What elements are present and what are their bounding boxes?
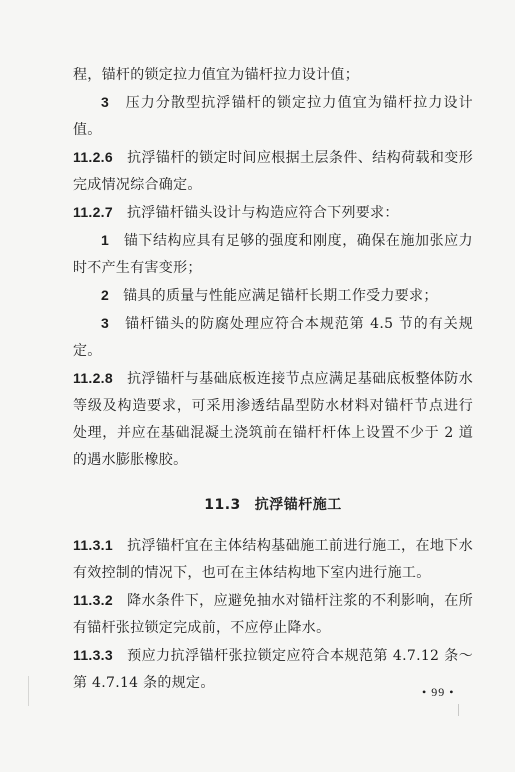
clause-number: 11.2.8: [73, 370, 113, 386]
clause-number: 11.3.3: [73, 647, 113, 663]
clause-number: 11.3.1: [73, 537, 113, 553]
clause-11-3-2: [73, 587, 473, 642]
clause-text: 抗浮锚杆宜在主体结构基础施工前进行施工，在地下水有效控制的情况下，也可在主体结构地下室内进行施工。: [73, 538, 473, 581]
clause-number: 11.2.6: [73, 149, 113, 165]
list-item: [73, 282, 473, 310]
clause-11-2-6: [73, 144, 473, 199]
paragraph-text: 程，锚杆的锁定拉力值宜为锚杆拉力设计值；: [73, 67, 359, 83]
clause-11-2-8: [73, 365, 473, 474]
list-item-text: 锚具的质量与性能应满足锚杆长期工作受力要求；: [123, 288, 438, 304]
list-item: [73, 310, 473, 365]
clause-number: 11.2.7: [73, 204, 113, 220]
scan-artifact: [458, 704, 459, 716]
clause-number: 11.3.2: [73, 592, 113, 608]
paragraph-continuation: [73, 62, 473, 89]
page-number-value: 99: [431, 685, 446, 699]
clause-text: 抗浮锚杆与基础底板连接节点应满足基础底板整体防水等级及构造要求，可采用渗透结晶型防水材料对锚杆节点进行处理，并应在基础混凝土浇筑前在锚杆杆体上设置不少于 2 道的遇水膨胀橡胶。: [73, 371, 473, 468]
section-number: 11.3: [204, 497, 241, 513]
clause-11-2-7: [73, 199, 473, 227]
clause-11-3-3: [73, 642, 473, 697]
clause-text: 抗浮锚杆锚头设计与构造应符合下列要求：: [126, 205, 399, 221]
clause-text: 降水条件下，应避免抽水对锚杆注浆的不利影响，在所有锚杆张拉锁定完成前，不应停止降水。: [73, 593, 473, 636]
list-item-number: 3: [101, 94, 109, 110]
list-item-number: 2: [101, 287, 109, 303]
list-item-number: 3: [101, 315, 109, 331]
page-body: [73, 62, 473, 697]
section-title: 抗浮锚杆施工: [254, 497, 342, 513]
clause-text: 抗浮锚杆的锁定时间应根据土层条件、结构荷载和变形完成情况综合确定。: [73, 150, 473, 193]
page-number-dot: •: [449, 685, 455, 699]
scan-artifact: [28, 676, 29, 706]
clause-text: 预应力抗浮锚杆张拉锁定应符合本规范第 4.7.12 条～第 4.7.14 条的规定。: [73, 648, 473, 691]
list-item-text: 锚杆锚头的防腐处理应符合本规范第 4.5 节的有关规定。: [73, 316, 473, 359]
list-item: [73, 89, 473, 144]
list-item-number: 1: [101, 232, 109, 248]
list-item: [73, 227, 473, 282]
page-number-dot: •: [422, 685, 428, 699]
section-heading: [73, 492, 473, 519]
clause-11-3-1: [73, 532, 473, 587]
list-item-text: 压力分散型抗浮锚杆的锁定拉力值宜为锚杆拉力设计值。: [73, 95, 473, 138]
list-item-text: 锚下结构应具有足够的强度和刚度，确保在施加张应力时不产生有害变形；: [73, 233, 473, 276]
page-number: [418, 685, 458, 700]
